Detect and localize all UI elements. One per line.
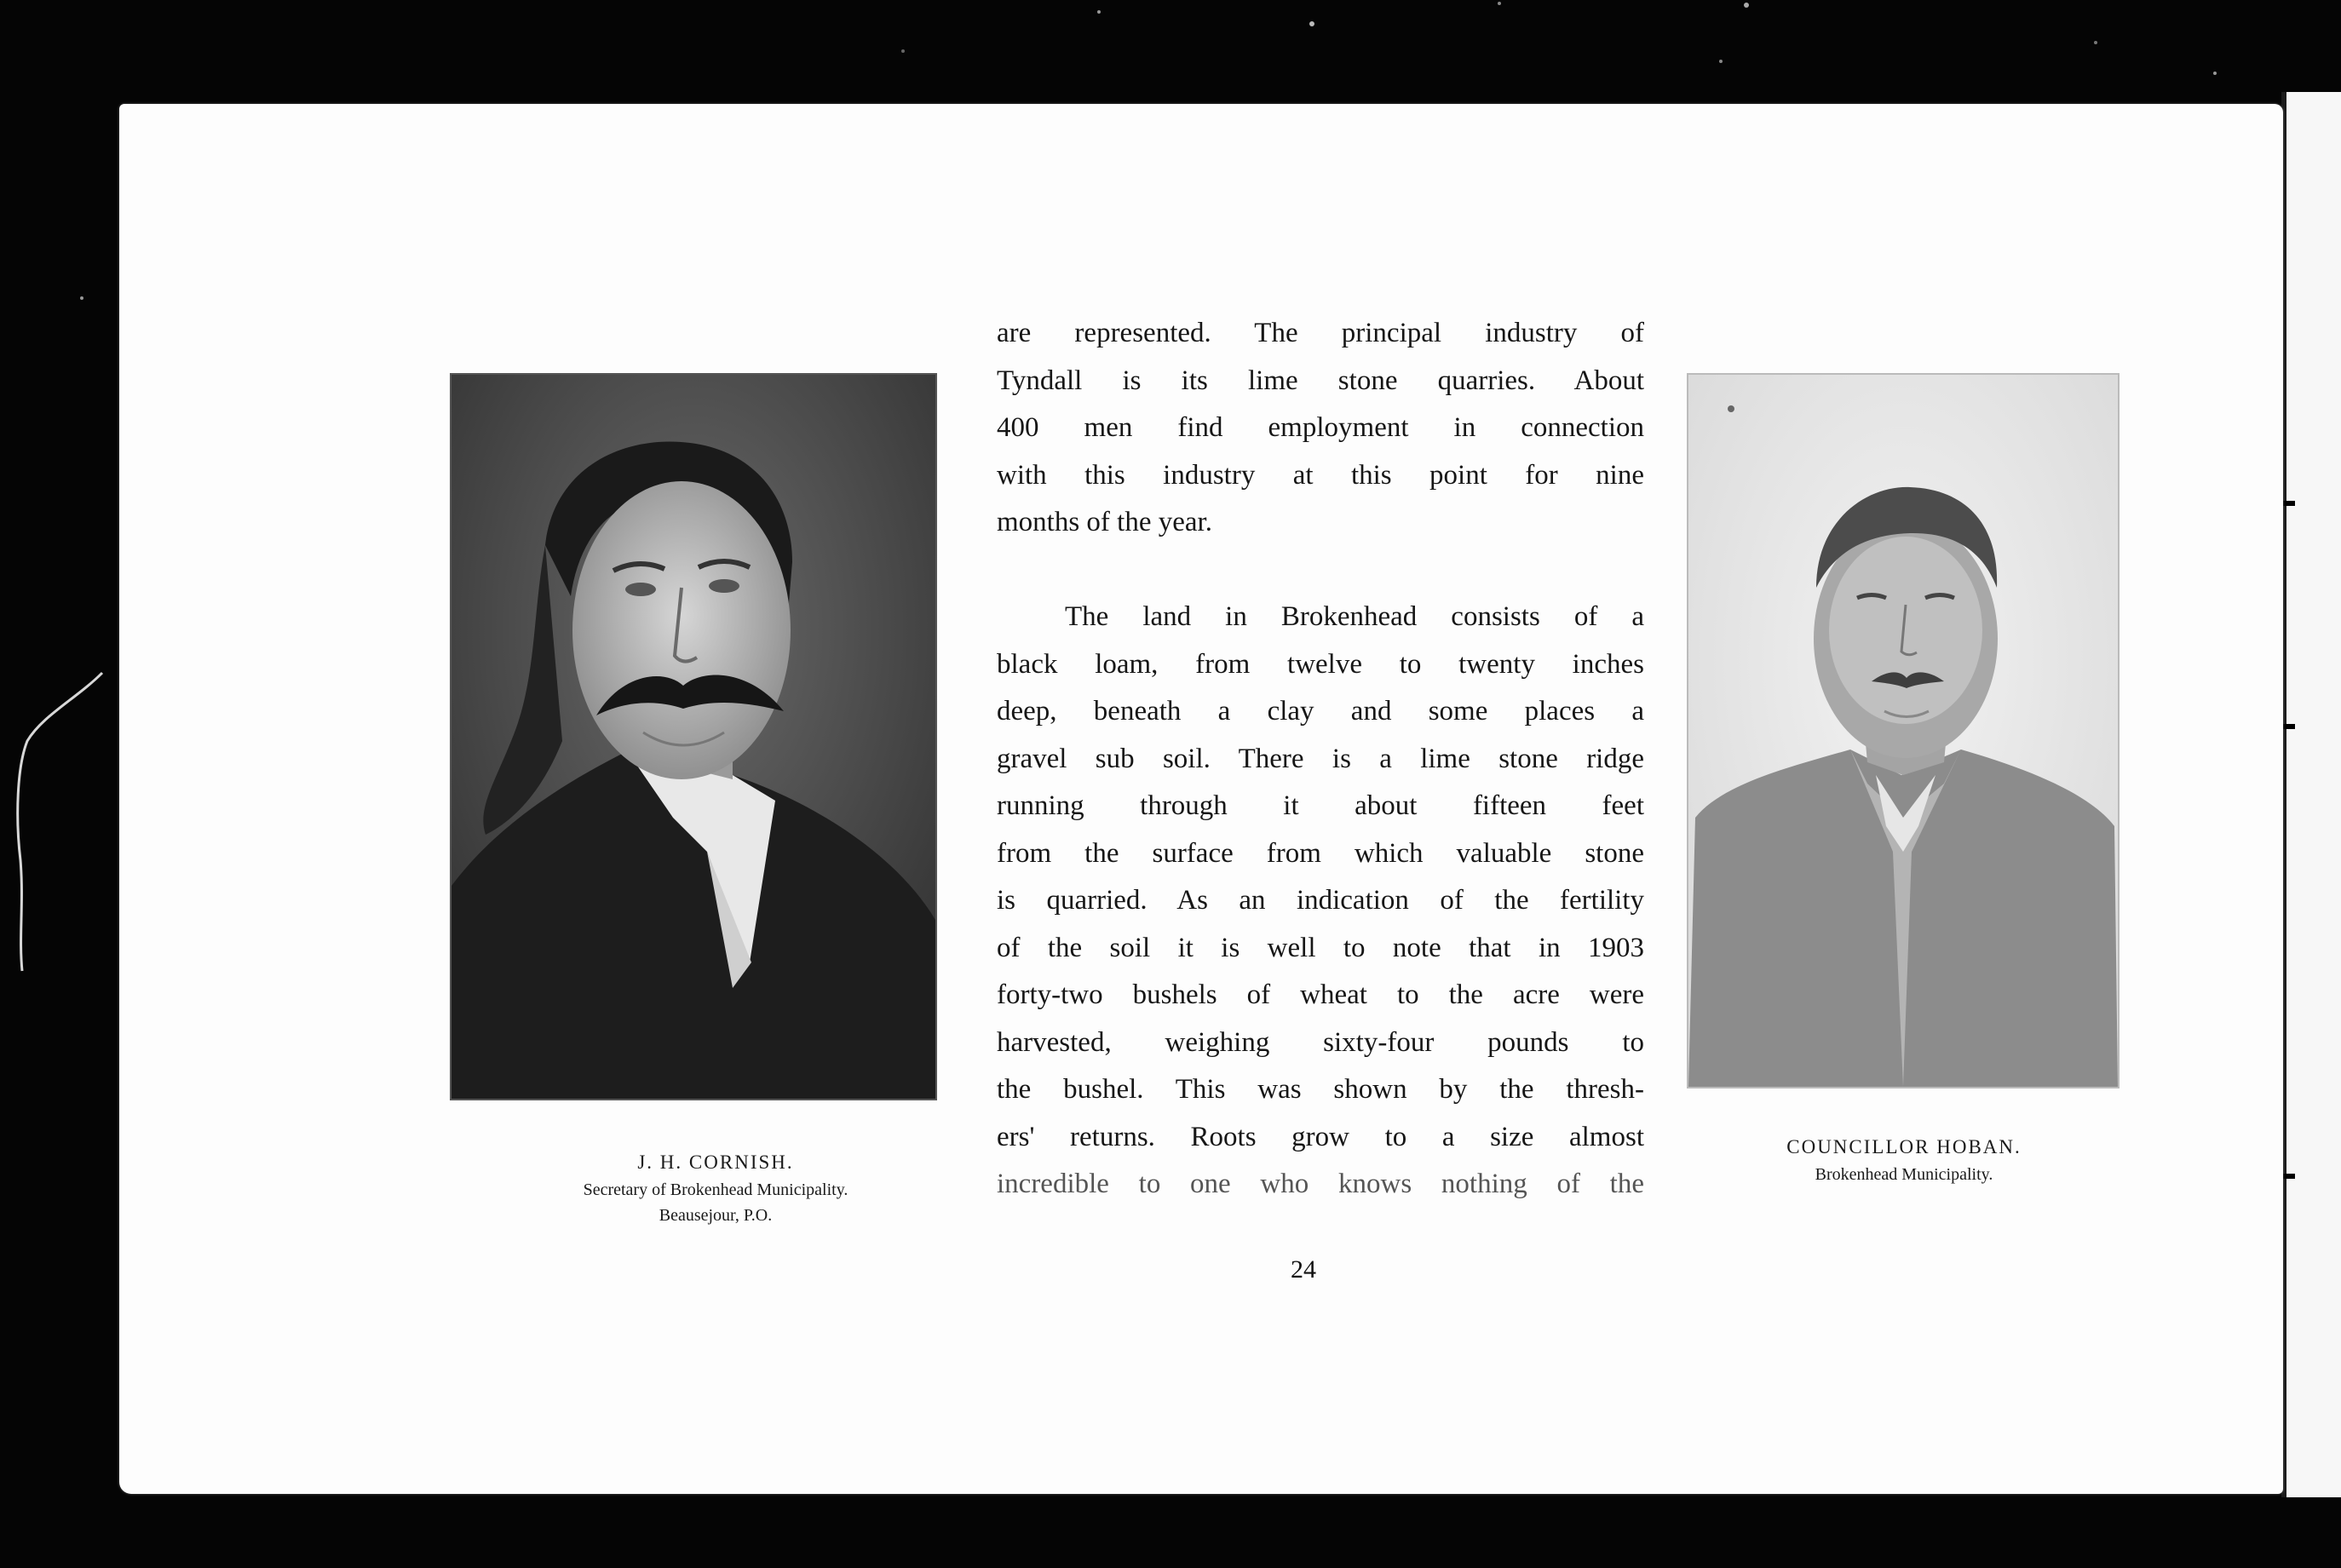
text-line: forty-two bushels of wheat to the acre were (997, 979, 1644, 1010)
text-line: harvested, weighing sixty-four pounds to (997, 1026, 1644, 1058)
portrait-name: COUNCILLOR HOBAN. (1786, 1136, 2022, 1157)
portrait-title: Secretary of Brokenhead Municipality. (583, 1180, 848, 1199)
portrait-address: Beausejour, P.O. (659, 1206, 773, 1225)
page-number: 24 (1291, 1255, 1316, 1284)
text-line: of the soil it is well to note that in 1903 (997, 932, 1644, 963)
portrait-hoban (1687, 373, 2120, 1088)
text-line: with this industry at this point for nine (997, 459, 1644, 491)
text-line: from the surface from which valuable stone (997, 837, 1644, 869)
text-line: 400 men find employment in connection (997, 412, 1644, 443)
caption-cornish (477, 1148, 954, 1228)
paragraph-gap (997, 547, 1644, 594)
paragraph-quarries (997, 310, 1644, 547)
text-line: incredible to one who knows nothing of the (997, 1169, 1644, 1199)
next-page-edge (2283, 92, 2341, 1497)
text-line: Tyndall is its lime stone quarries. About (997, 365, 1644, 396)
body-text-column (997, 310, 1644, 1209)
text-line: months of the year. (997, 507, 1212, 537)
portrait-cornish (450, 373, 937, 1100)
text-line: gravel sub soil. There is a lime stone ridge (997, 743, 1644, 774)
text-line: black loam, from twelve to twenty inches (997, 648, 1644, 680)
text-line: running through it about fifteen feet (997, 790, 1644, 821)
text-line: The land in Brokenhead consists of a (1065, 601, 1644, 632)
text-line: the bushel. This was shown by the thresh- (997, 1074, 1644, 1105)
text-line: ers' returns. Roots grow to a size almost (997, 1121, 1644, 1152)
text-line: are represented. The principal industry of (997, 318, 1644, 348)
portrait-name: J. H. CORNISH. (637, 1152, 794, 1173)
caption-hoban (1695, 1133, 2113, 1187)
text-line: deep, beneath a clay and some places a (997, 696, 1644, 727)
portrait-affiliation: Brokenhead Municipality. (1815, 1165, 1993, 1184)
paragraph-soil (997, 594, 1644, 1209)
text-line: is quarried. As an indication of the fertility (997, 885, 1644, 916)
